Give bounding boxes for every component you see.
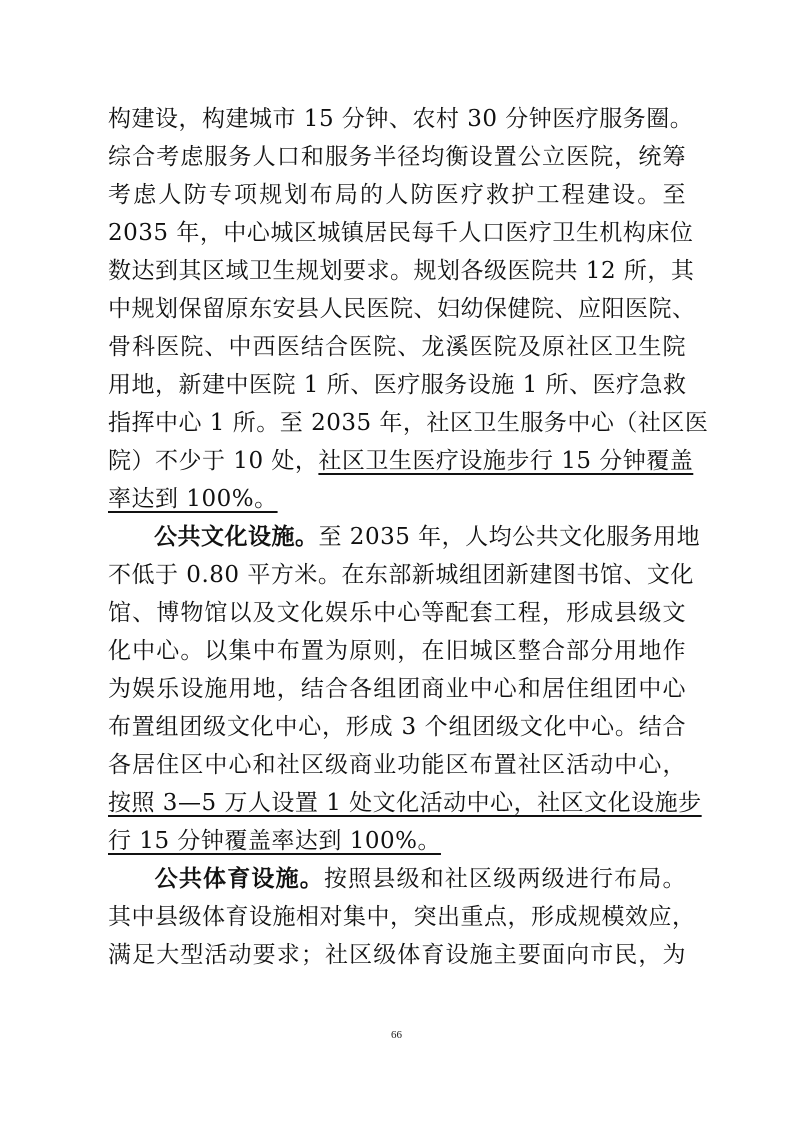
line-text: 各居住区中心和社区级商业功能区布置社区活动中心， bbox=[108, 752, 686, 778]
line-text: 用地，新建中医院 1 所、医疗服务设施 1 所、医疗急救 bbox=[108, 372, 687, 398]
line-text: 不低于 0.80 平方米。在东部新城组团新建图书馆、文化 bbox=[108, 562, 694, 588]
line-text: 考虑人防专项规划布局的人防医疗救护工程建设。至 bbox=[108, 182, 686, 208]
text-line bbox=[108, 256, 695, 286]
line-text: 数达到其区域卫生规划要求。规划各级医院共 12 所，其 bbox=[108, 258, 695, 284]
text-line bbox=[108, 218, 694, 248]
text-line bbox=[108, 370, 686, 400]
text-line bbox=[108, 294, 696, 324]
line-text: 布置组团级文化中心，形成 3 个组团级文化中心。结合 bbox=[108, 714, 686, 740]
line-text: 2035 年，中心城区城镇居民每千人口医疗卫生机构床位 bbox=[108, 220, 694, 246]
text-line bbox=[108, 446, 694, 476]
text-line bbox=[108, 560, 694, 590]
text-line bbox=[108, 750, 686, 780]
section-heading: 公共体育设施。 bbox=[154, 866, 324, 892]
line-text: 构建设，构建城市 15 分钟、农村 30 分钟医疗服务圈。 bbox=[108, 106, 694, 132]
section-heading: 公共文化设施。 bbox=[154, 524, 319, 550]
line-text: 院）不少于 10 处， bbox=[108, 448, 319, 474]
line-text: 指挥中心 1 所。至 2035 年，社区卫生服务中心（社区医 bbox=[108, 410, 709, 436]
text-line bbox=[108, 636, 686, 666]
line-text: 综合考虑服务人口和服务半径均衡设置公立医院，统筹 bbox=[108, 144, 686, 170]
underlined-text: 社区卫生医疗设施步行 15 分钟覆盖 bbox=[318, 448, 694, 474]
line-text: 满足大型活动要求；社区级体育设施主要面向市民，为 bbox=[108, 942, 686, 968]
section-heading-line bbox=[108, 864, 686, 894]
line-text: 其中县级体育设施相对集中，突出重点，形成规模效应， bbox=[108, 904, 696, 930]
text-line bbox=[108, 332, 686, 362]
text-line bbox=[108, 902, 696, 932]
line-text: 中规划保留原东安县人民医院、妇幼保健院、应阳医院、 bbox=[108, 296, 696, 322]
line-text: 骨科医院、中西医结合医院、龙溪医院及原社区卫生院 bbox=[108, 334, 686, 360]
line-text: 为娱乐设施用地，结合各组团商业中心和居住组团中心 bbox=[108, 676, 686, 702]
line-text: 化中心。以集中布置为原则，在旧城区整合部分用地作 bbox=[108, 638, 686, 664]
text-line bbox=[108, 142, 686, 172]
text-line bbox=[108, 788, 702, 818]
text-line bbox=[108, 674, 686, 704]
text-line bbox=[108, 712, 686, 742]
text-line bbox=[108, 826, 686, 856]
underlined-text: 率达到 100%。 bbox=[108, 486, 278, 512]
line-text: 馆、博物馆以及文化娱乐中心等配套工程，形成县级文 bbox=[108, 600, 686, 626]
text-line bbox=[108, 408, 709, 438]
line-text: 至 2035 年，人均公共文化服务用地 bbox=[318, 524, 701, 550]
underlined-text: 按照 3—5 万人设置 1 处文化活动中心，社区文化设施步 bbox=[108, 790, 702, 816]
text-line bbox=[108, 598, 686, 628]
line-text: 按照县级和社区级两级进行布局。 bbox=[323, 866, 687, 892]
section-heading-line bbox=[108, 522, 701, 552]
text-line bbox=[108, 180, 686, 210]
text-line bbox=[108, 104, 694, 134]
underlined-text: 行 15 分钟覆盖率达到 100%。 bbox=[108, 828, 441, 854]
text-line bbox=[108, 940, 686, 970]
page-number: 66 bbox=[391, 1029, 402, 1041]
text-line bbox=[108, 484, 686, 514]
